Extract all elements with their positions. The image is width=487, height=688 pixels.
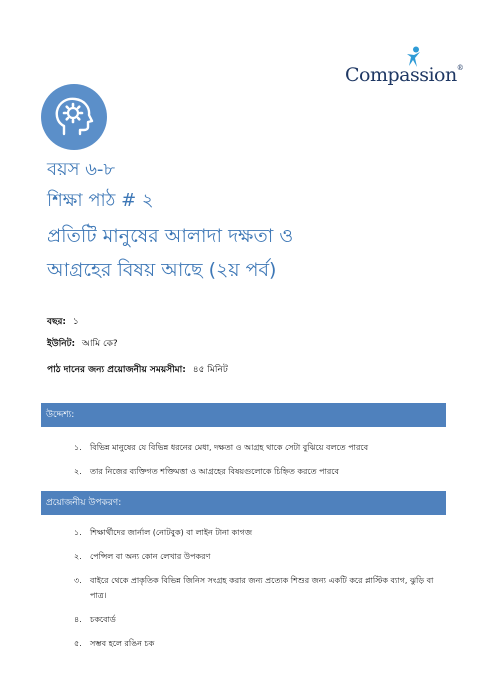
age-range: বয়স ৬-৮ <box>47 159 116 180</box>
materials-heading: প্রয়োজনীয় উপকরণ: <box>46 498 122 508</box>
year-value: ১ <box>72 317 79 327</box>
list-text: শিক্ষার্থীদের জার্নাল (নোটবুক) বা লাইন টানা কাগজ <box>90 528 252 537</box>
list-text: বিভিন্ন মানুষের যে বিভিন্ন ধরনের মেধা, দক্ষতা ও আগ্রহ থাকে সেটা বুঝিয়ে বলতে পারবে <box>90 443 369 452</box>
logo-text: Compassion <box>345 64 457 86</box>
unit-row <box>47 336 118 351</box>
list-text: সম্ভব হলে রঙিন চক <box>90 639 155 648</box>
materials-list <box>74 525 446 660</box>
head-gear-icon <box>54 96 94 138</box>
materials-heading-bar <box>41 491 446 515</box>
list-item <box>74 440 446 455</box>
unit-label: ইউনিট: <box>47 339 76 349</box>
list-item <box>74 612 446 627</box>
objectives-heading: উদ্দেশ্য: <box>46 410 75 420</box>
list-item <box>74 636 446 651</box>
list-text: পেন্সিল বা অন্য কোন লেখার উপকরণ <box>90 552 211 561</box>
objectives-heading-bar <box>41 403 446 427</box>
list-text: চকবোর্ড <box>90 615 116 624</box>
list-item <box>74 464 446 479</box>
time-label: পাঠ দানের জন্য প্রয়োজনীয় সময়সীমা: <box>47 365 186 375</box>
objectives-list <box>74 440 446 488</box>
lesson-number: শিক্ষা পাঠ # ২ <box>47 190 154 211</box>
year-label: বছর: <box>47 317 67 327</box>
list-number: ১. <box>74 443 82 452</box>
list-number: ২. <box>74 552 82 561</box>
compassion-logo <box>345 46 464 90</box>
list-item <box>74 573 446 603</box>
list-text: বাইরে থেকে প্রাকৃতিক বিভিন্ন জিনিস সংগ্রহ করার জন্য প্রত্যেক শিশুর জন্য একটি করে প্লাস্টিক ব্যাগ, ঝুড়ি বা <box>90 576 434 585</box>
unit-value: আমি কে? <box>82 339 118 349</box>
lesson-title-line-1: প্রতিটি মানুষের আলাদা দক্ষতা ও <box>47 225 294 247</box>
list-number: ৪. <box>74 615 82 624</box>
list-number: ৫. <box>74 639 82 648</box>
year-row <box>47 314 79 329</box>
list-text-continuation: পাত্র। <box>90 591 107 600</box>
time-value: ৪৫ মিনিট <box>192 365 228 375</box>
trademark-mark: ® <box>456 64 464 72</box>
list-text: তার নিজের ব্যক্তিগত শক্তিমত্তা ও আগ্রহের বিষয়গুলোকে চিহ্নিত করতে পারবে <box>90 467 339 476</box>
lesson-title-line-2: আগ্রহের বিষয় আছে (২য় পর্ব) <box>47 259 277 281</box>
list-number: ৩. <box>74 576 82 585</box>
time-row <box>47 362 228 377</box>
list-number: ১. <box>74 528 82 537</box>
list-item <box>74 549 446 564</box>
list-item <box>74 525 446 540</box>
head-gear-icon-badge <box>41 84 107 150</box>
list-number: ২. <box>74 467 82 476</box>
